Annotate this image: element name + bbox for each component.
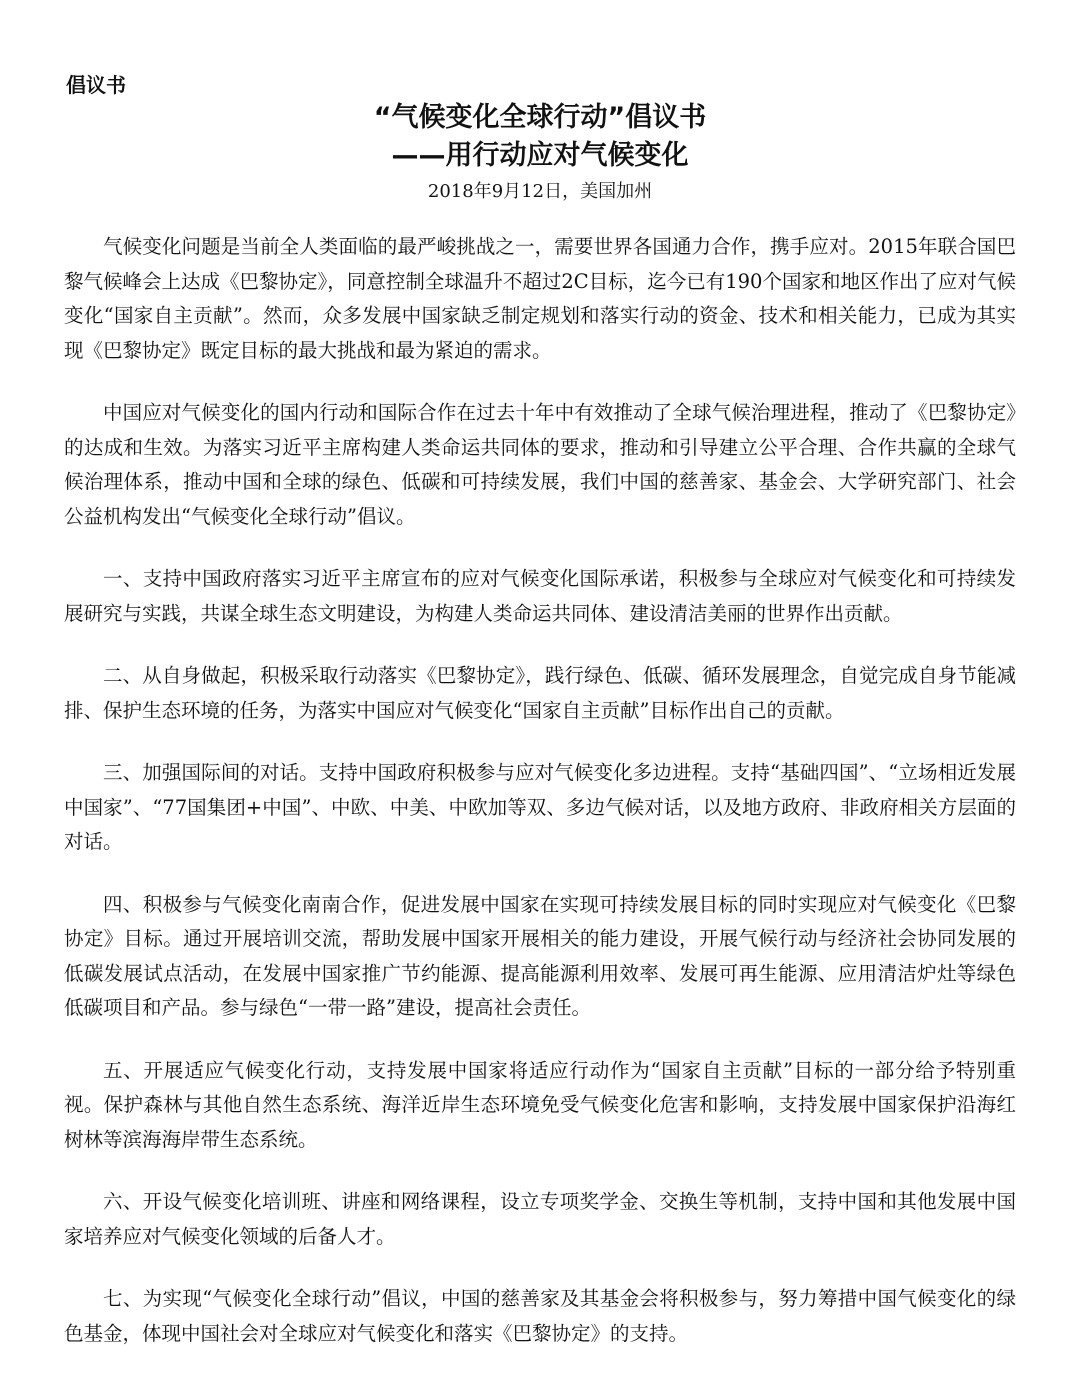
paragraph-item-3: 三、加强国际间的对话。支持中国政府积极参与应对气候变化多边进程。支持“基础四国”、“立场相近发展中国家”、“77国集团+中国”、中欧、中美、中欧加等双、多边气候对话，以及地方政府、非政府相关方层面的对话。 <box>64 761 1016 853</box>
paragraph-item-4: 四、积极参与气候变化南南合作，促进发展中国家在实现可持续发展目标的同时实现应对气候变化《巴黎协定》目标。通过开展培训交流，帮助发展中国家开展相关的能力建设，开展气候行动与经济社会协同发展的低碳发展试点活动，在发展中国家推广节约能源、提高能源利用效率、发展可再生能源、应用清洁炉灶等绿色低碳项目和产品。参与绿色“一带一路”建设，提高社会责任。 <box>64 892 1016 1019</box>
paragraph-background: 中国应对气候变化的国内行动和国际合作在过去十年中有效推动了全球气候治理进程，推动了《巴黎协定》的达成和生效。为落实习近平主席构建人类命运共同体的要求，推动和引导建立公平合理、合作共赢的全球气候治理体系，推动中国和全球的绿色、低碳和可持续发展，我们中国的慈善家、基金会、大学研究部门、社会公益机构发出“气候变化全球行动”倡议。 <box>64 401 1016 528</box>
paragraph-item-1: 一、支持中国政府落实习近平主席宣布的应对气候变化国际承诺，积极参与全球应对气候变化和可持续发展研究与实践，共谋全球生态文明建设，为构建人类命运共同体、建设清洁美丽的世界作出贡献。 <box>64 567 1016 625</box>
paragraph-intro: 气候变化问题是当前全人类面临的最严峻挑战之一，需要世界各国通力合作，携手应对。2015年联合国巴黎气候峰会上达成《巴黎协定》，同意控制全球温升不超过2C目标，迄今已有190个国家和地区作出了应对气候变化“国家自主贡献”。然而，众多发展中国家缺乏制定规划和落实行动的资金、技术和相关能力，已成为其实现《巴黎协定》既定目标的最大挑战和最为紧迫的需求。 <box>64 235 1016 362</box>
paragraph-item-7: 七、为实现“气候变化全球行动”倡议，中国的慈善家及其基金会将积极参与，努力筹措中国气候变化的绿色基金，体现中国社会对全球应对气候变化和落实《巴黎协定》的支持。 <box>64 1287 1016 1345</box>
paragraph-item-5: 五、开展适应气候变化行动，支持发展中国家将适应行动作为“国家自主贡献”目标的一部分给予特别重视。保护森林与其他自然生态系统、海洋近岸生态环境免受气候变化危害和影响，支持发展中国家保护沿海红树林等滨海海岸带生态系统。 <box>64 1058 1016 1151</box>
paragraph-item-6: 六、开设气候变化培训班、讲座和网络课程，设立专项奖学金、交换生等机制，支持中国和其他发展中国家培养应对气候变化领域的后备人才。 <box>64 1190 1016 1248</box>
document-subtitle: ——用行动应对气候变化 <box>391 140 689 171</box>
date-location: 2018年9月12日，美国加州 <box>427 181 653 202</box>
document-label: 倡议书 <box>66 73 126 97</box>
paragraph-item-2: 二、从自身做起，积极采取行动落实《巴黎协定》，践行绿色、低碳、循环发展理念，自觉完成自身节能减排、保护生态环境的任务，为落实中国应对气候变化“国家自主贡献”目标作出自己的贡献。 <box>64 664 1016 722</box>
document-body <box>64 230 1016 1379</box>
document-title: “气候变化全球行动”倡议书 <box>373 102 707 133</box>
